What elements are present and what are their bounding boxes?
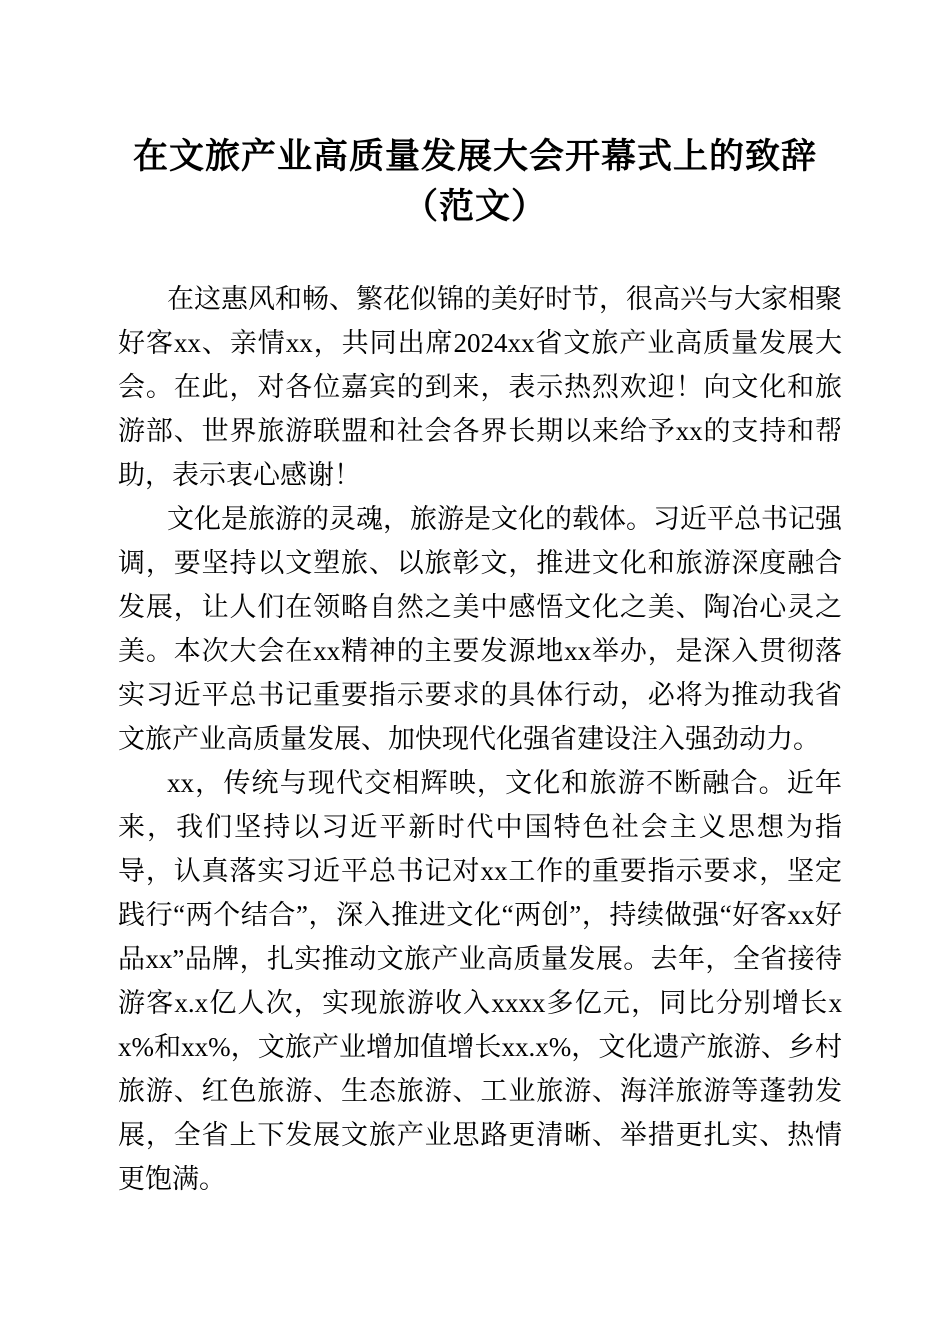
- document-title: [0, 0, 950, 232]
- document-title-line-1: 在文旅产业高质量发展大会开幕式上的致辞: [132, 137, 817, 176]
- document-body: [0, 277, 950, 1201]
- document-title-line-2: （范文）: [402, 187, 547, 226]
- paragraph-greeting: 在这惠风和畅、繁花似锦的美好时节，很高兴与大家相聚好客xx、亲情xx，共同出席2024xx省文旅产业高质量发展大会。在此，对各位嘉宾的到来，表示热烈欢迎！向文化和旅游部、世界旅游联盟和社会各界长期以来给予xx的支持和帮助，表示衷心感谢！: [118, 284, 842, 490]
- paragraph-culture-tourism: 文化是旅游的灵魂，旅游是文化的载体。习近平总书记强调，要坚持以文塑旅、以旅彰文，推进文化和旅游深度融合发展，让人们在领略自然之美中感悟文化之美、陶冶心灵之美。本次大会在xx精神的主要发源地xx举办，是深入贯彻落实习近平总书记重要指示要求的具体行动，必将为推动我省文旅产业高质量发展、加快现代化强省建设注入强劲动力。: [118, 504, 842, 754]
- paragraph-achievements: xx，传统与现代交相辉映，文化和旅游不断融合。近年来，我们坚持以习近平新时代中国特色社会主义思想为指导，认真落实习近平总书记对xx工作的重要指示要求，坚定践行“两个结合”，深入推进文化“两创”，持续做强“好客xx好品xx”品牌，扎实推动文旅产业高质量发展。去年，全省接待游客x.x亿人次，实现旅游收入xxxx多亿元，同比分别增长xx%和xx%，文旅产业增加值增长xx.x%，文化遗产旅游、乡村旅游、红色旅游、生态旅游、工业旅游、海洋旅游等蓬勃发展，全省上下发展文旅产业思路更清晰、举措更扎实、热情更饱满。: [118, 768, 842, 1194]
